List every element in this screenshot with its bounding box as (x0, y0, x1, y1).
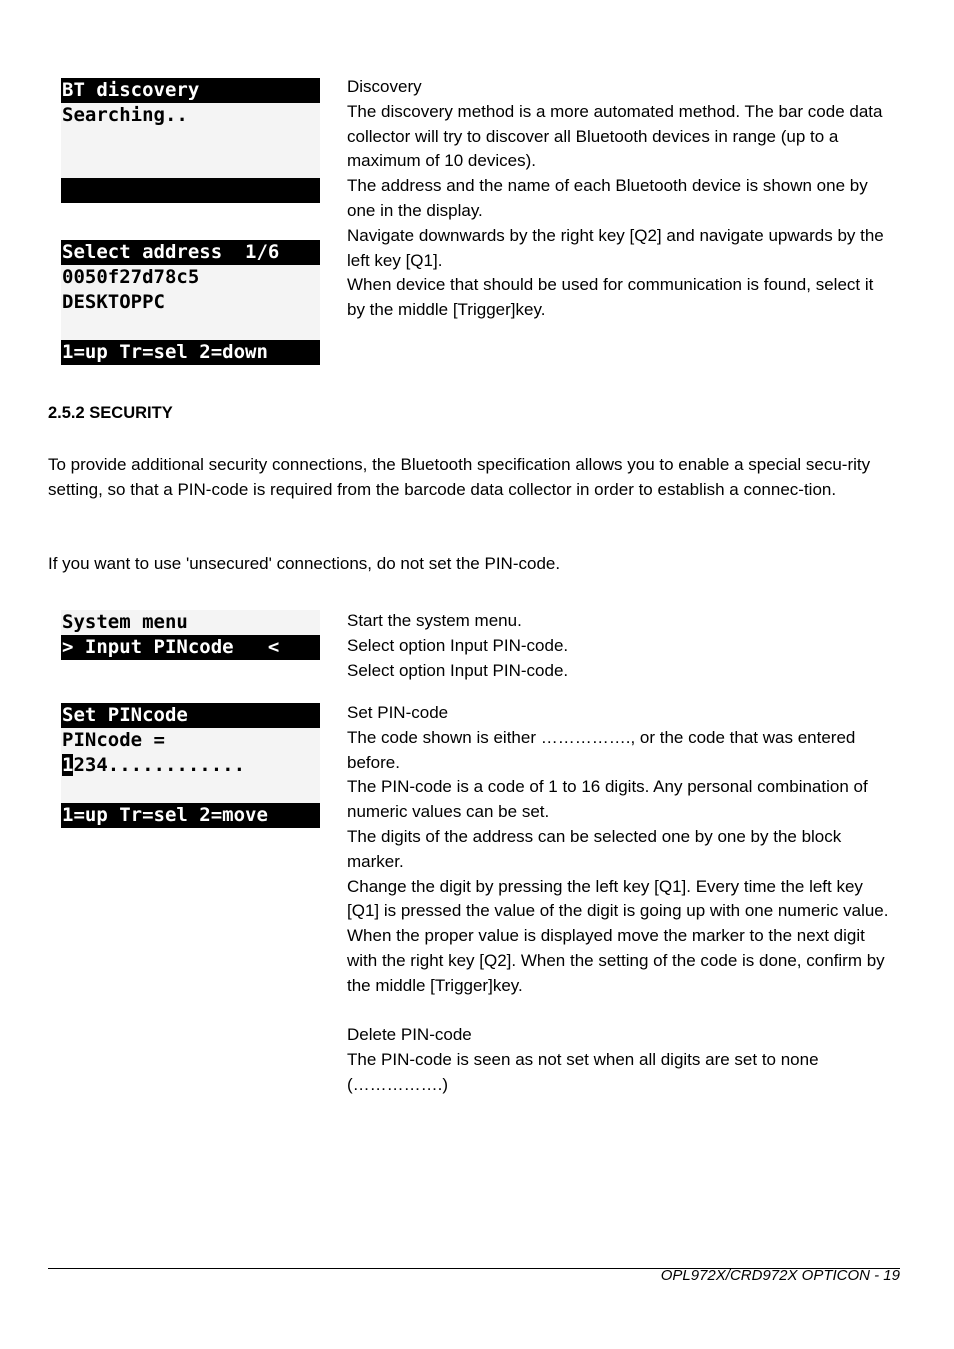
pin-digits: 234............ (73, 754, 246, 776)
page-footer: OPL972X/CRD972X OPTICON - 19 (660, 1267, 900, 1284)
delete-pin-title: Delete PIN-code (347, 1025, 472, 1045)
lcd-title: Select address 1/6 (61, 240, 320, 265)
security-intro (48, 453, 908, 503)
discovery-paragraph: The discovery method is a more automated method. The bar code data collector will try to discover all Bluetooth devices in range (up to a maximum of 10 devices). (347, 101, 883, 171)
system-menu-step: Select option Input PIN-code. (347, 660, 569, 680)
system-menu-step: Select option Input PIN-code. (347, 635, 569, 655)
delete-pin-paragraph: The PIN-code is seen as not set when all digits are set to none (…………….) (347, 1050, 819, 1094)
lcd-system-menu (61, 610, 320, 660)
lcd-line (61, 778, 320, 803)
section-heading: 2.5.2 SECURITY (48, 404, 173, 422)
lcd-title: System menu (62, 611, 188, 633)
lcd-title: BT discovery (61, 78, 320, 103)
lcd-key-hints: 1=up Tr=sel 2=down (61, 340, 320, 365)
security-note (48, 552, 908, 577)
security-paragraph: If you want to use 'unsecured' connections, do not set the PIN-code. (48, 554, 561, 573)
spacer (347, 999, 892, 1024)
discovery-description (347, 75, 892, 323)
set-pin-paragraph: Change the digit by pressing the left key [Q1]. Every time the left key [Q1] is pressed the value of the digit is going up with one numeric value. When the proper value is displayed move the marker to the next digit with the right key [Q2]. When the setting of the code is done, confirm by the middle [Trigger]key. (347, 876, 889, 995)
lcd-set-pincode (61, 703, 320, 828)
discovery-paragraph: When device that should be used for communication is found, select it by the middle [Trigger]key. (347, 275, 874, 320)
block-marker: 1 (62, 754, 74, 776)
lcd-selected-option: > Input PINcode < (61, 635, 320, 660)
system-menu-step: Start the system menu. (347, 611, 522, 630)
set-pin-paragraph: The code shown is either ……………., or the code that was entered before. (347, 727, 856, 772)
discovery-paragraph: Navigate downwards by the right key [Q2] and navigate upwards by the left key [Q1]. (347, 225, 884, 270)
set-pin-description (347, 701, 892, 1098)
lcd-line (61, 128, 320, 153)
lcd-line (61, 153, 320, 178)
set-pin-paragraph: The digits of the address can be selected one by one by the block marker. (347, 826, 842, 871)
lcd-line: PINcode = (62, 729, 165, 751)
security-paragraph: To provide additional security connections, the Bluetooth specification allows you to enable a special secu-rity setting, so that a PIN-code is required from the barcode data collector in order to establish a connec-tion. (48, 455, 871, 499)
discovery-title: Discovery (347, 77, 422, 96)
lcd-pin-value (61, 753, 320, 778)
discovery-paragraph: The address and the name of each Bluetooth device is shown one by one in the display. (347, 176, 868, 220)
lcd-key-hints: 1=up Tr=sel 2=move (61, 803, 320, 828)
lcd-title: Set PINcode (61, 703, 320, 728)
lcd-bt-discovery (61, 78, 320, 203)
lcd-status-bar (61, 178, 320, 203)
set-pin-paragraph: The PIN-code is a code of 1 to 16 digits. Any personal combination of numeric values can be set. (347, 777, 868, 822)
lcd-line: 0050f27d78c5 (62, 266, 200, 288)
lcd-select-address (61, 240, 320, 365)
lcd-line: Searching.. (62, 104, 188, 126)
lcd-line (61, 315, 320, 340)
lcd-line: DESKTOPPC (62, 291, 165, 313)
system-menu-description (347, 609, 892, 683)
set-pin-title: Set PIN-code (347, 703, 449, 722)
